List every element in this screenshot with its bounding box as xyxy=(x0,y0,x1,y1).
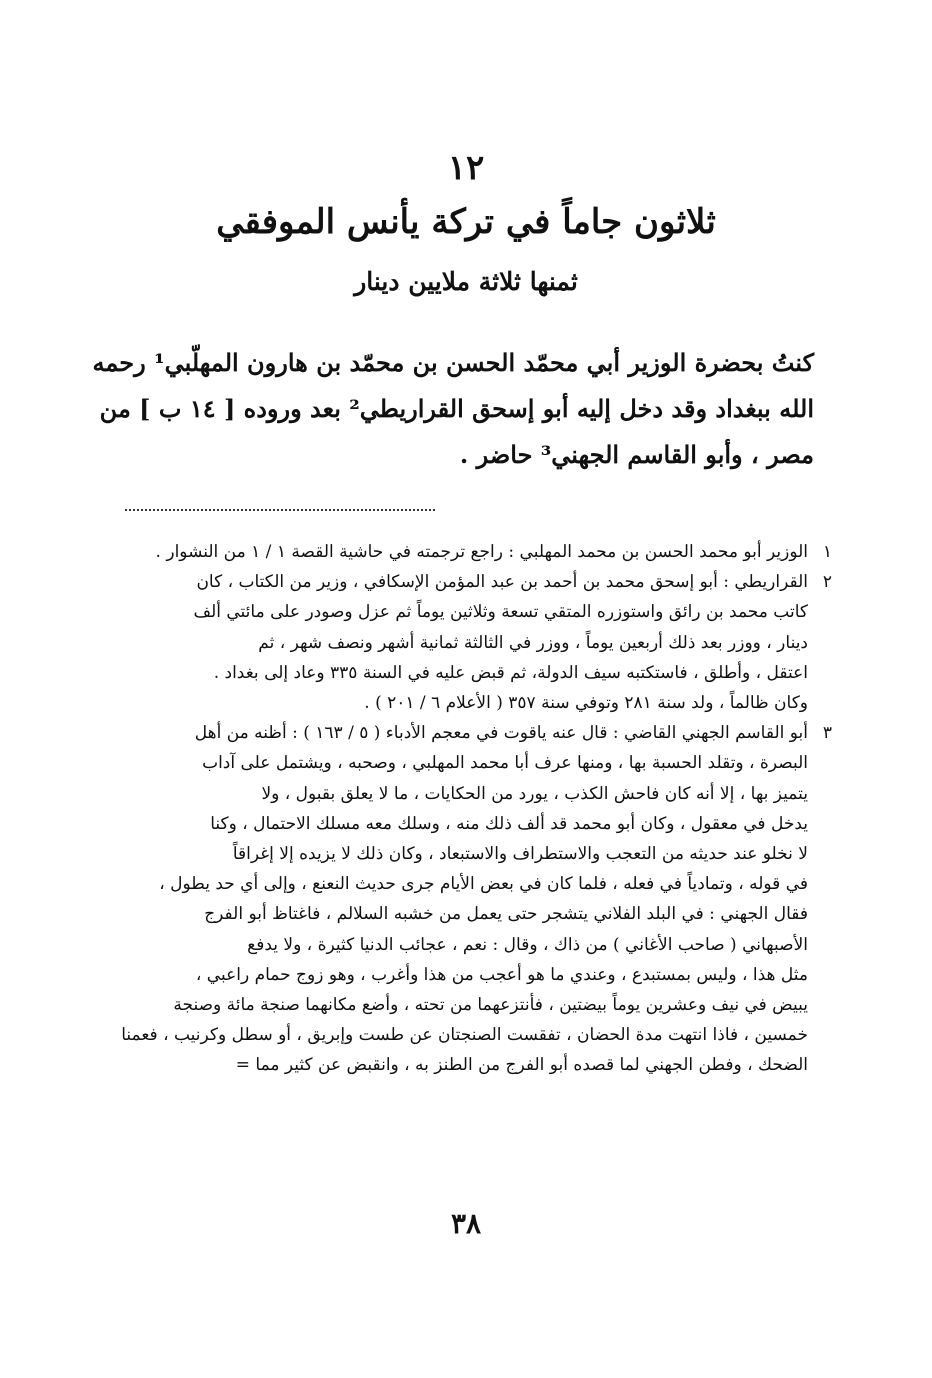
footnote-separator xyxy=(125,509,435,511)
footnote-line: فقال الجهني : في البلد الفلاني يتشجر حتى يعمل من خشبه السلالم ، فاغتاظ أبو الفرج xyxy=(204,904,808,925)
footnote-line: أبو القاسم الجهني القاضي : قال عنه ياقوت في معجم الأدباء ( ٥ / ١٦٣ ) : أظنه من أهل xyxy=(194,723,808,744)
footnote-line: البصرة ، وتقلد الحسبة بها ، ومنها عرف أبا محمد المهلبي ، وصحبه ، ويشتمل على آداب xyxy=(202,753,808,774)
footnote-number: ٣ xyxy=(822,723,832,744)
footnote-line: يدخل في معقول ، وكان أبو محمد قد ألف ذلك منه ، وسلك معه مسلك الاحتمال ، وكنا xyxy=(210,813,808,834)
footnote-line: الوزير أبو محمد الحسن بن محمد المهلبي : راجع ترجمته في حاشية القصة ١ / ١ من النشوار . xyxy=(155,542,808,562)
footnote-line: وكان ظالماً ، ولد سنة ٢٨١ وتوفي سنة ٣٥٧ ( الأعلام ٦ / ٢٠١ ) . xyxy=(364,693,808,714)
page-number: ٣٨ xyxy=(450,1207,482,1240)
footnote-line: دينار ، ووزر بعد ذلك أربعين يوماً ، ووزر في الثالثة ثمانية أشهر ونصف شهر ، ثم xyxy=(258,632,808,653)
footnote-line: لا نخلو عند حديثه من التعجب والاستطراف والاستبعاد ، وكان ذلك لا يزيده إلا إغراقاً xyxy=(232,844,808,865)
footnote-line: اعتقل ، وأطلق ، فاستكتبه سيف الدولة، ثم قبض عليه في السنة ٣٣٥ وعاد إلى بغداد . xyxy=(213,662,808,683)
footnote-line: يتميز بها ، إلا أنه كان فاحش الكذب ، يورد من الحكايات ، ما لا يعلق بقبول ، ولا xyxy=(261,783,808,804)
footnote-line: القراريطي : أبو إسحق محمد بن أحمد بن عبد المؤمن الإسكافي ، وزير من الكتاب ، كان xyxy=(196,572,808,593)
chapter-title: ثلاثون جاماً في تركة يأنس الموفقي xyxy=(216,202,716,242)
footnote-2 xyxy=(116,567,832,718)
footnote-3 xyxy=(116,718,832,1080)
main-text-line: كنتُ بحضرة الوزير أبي محمّد الحسن بن محمّد بن هارون المهلّبي¹ رحمه xyxy=(92,348,814,377)
footnotes xyxy=(116,537,832,1081)
main-text-line: مصر ، وأبو القاسم الجهني³ حاضر . xyxy=(459,440,814,469)
footnote-line: الضحك ، وفطن الجهني لما قصده أبو الفرج من الطنز به ، وانقبض عن كثير مما = xyxy=(235,1055,808,1076)
footnote-line: في قوله ، وتمادياً في فعله ، فلما كان في بعض الأيام جرى حديث النعنع ، وإلى أي حد يطول ، xyxy=(159,874,808,895)
footnote-line: يبيض في نيف وعشرين يوماً بيضتين ، فأنتزعهما من تحته ، وأضع مكانهما صنجة مائة وصنجة xyxy=(173,995,808,1016)
footnote-line: الأصبهاني ( صاحب الأغاني ) من ذاك ، وقال : نعم ، عجائب الدنيا كثيرة ، ولا يدفع xyxy=(247,934,808,955)
footnote-line: خمسين ، فاذا انتهت مدة الحضان ، تفقست الصنجتان عن طست وإبريق ، أو سطل وكرنيب ، فعمنا xyxy=(121,1025,808,1046)
footnote-number: ٢ xyxy=(822,572,832,593)
main-text-line: الله ببغداد وقد دخل إليه أبو إسحق القراريطي² بعد وروده [ ١٤ ب ] من xyxy=(99,394,814,423)
footnote-line: كاتب محمد بن رائق واستوزره المتقي تسعة وثلاثين يوماً ثم عزل وصودر على مائتي ألف xyxy=(193,602,808,623)
chapter-number: ١٢ xyxy=(447,148,485,188)
main-text xyxy=(92,340,814,478)
footnote-line: مثل هذا ، وليس بمستبدع ، وعندي ما هو أعجب من هذا وأغرب ، وهو زوج حمام راعبي ، xyxy=(195,964,808,985)
footnote-number: ١ xyxy=(822,542,832,562)
chapter-subtitle: ثمنها ثلاثة ملايين دينار xyxy=(354,267,578,296)
footnote-1 xyxy=(116,537,832,567)
